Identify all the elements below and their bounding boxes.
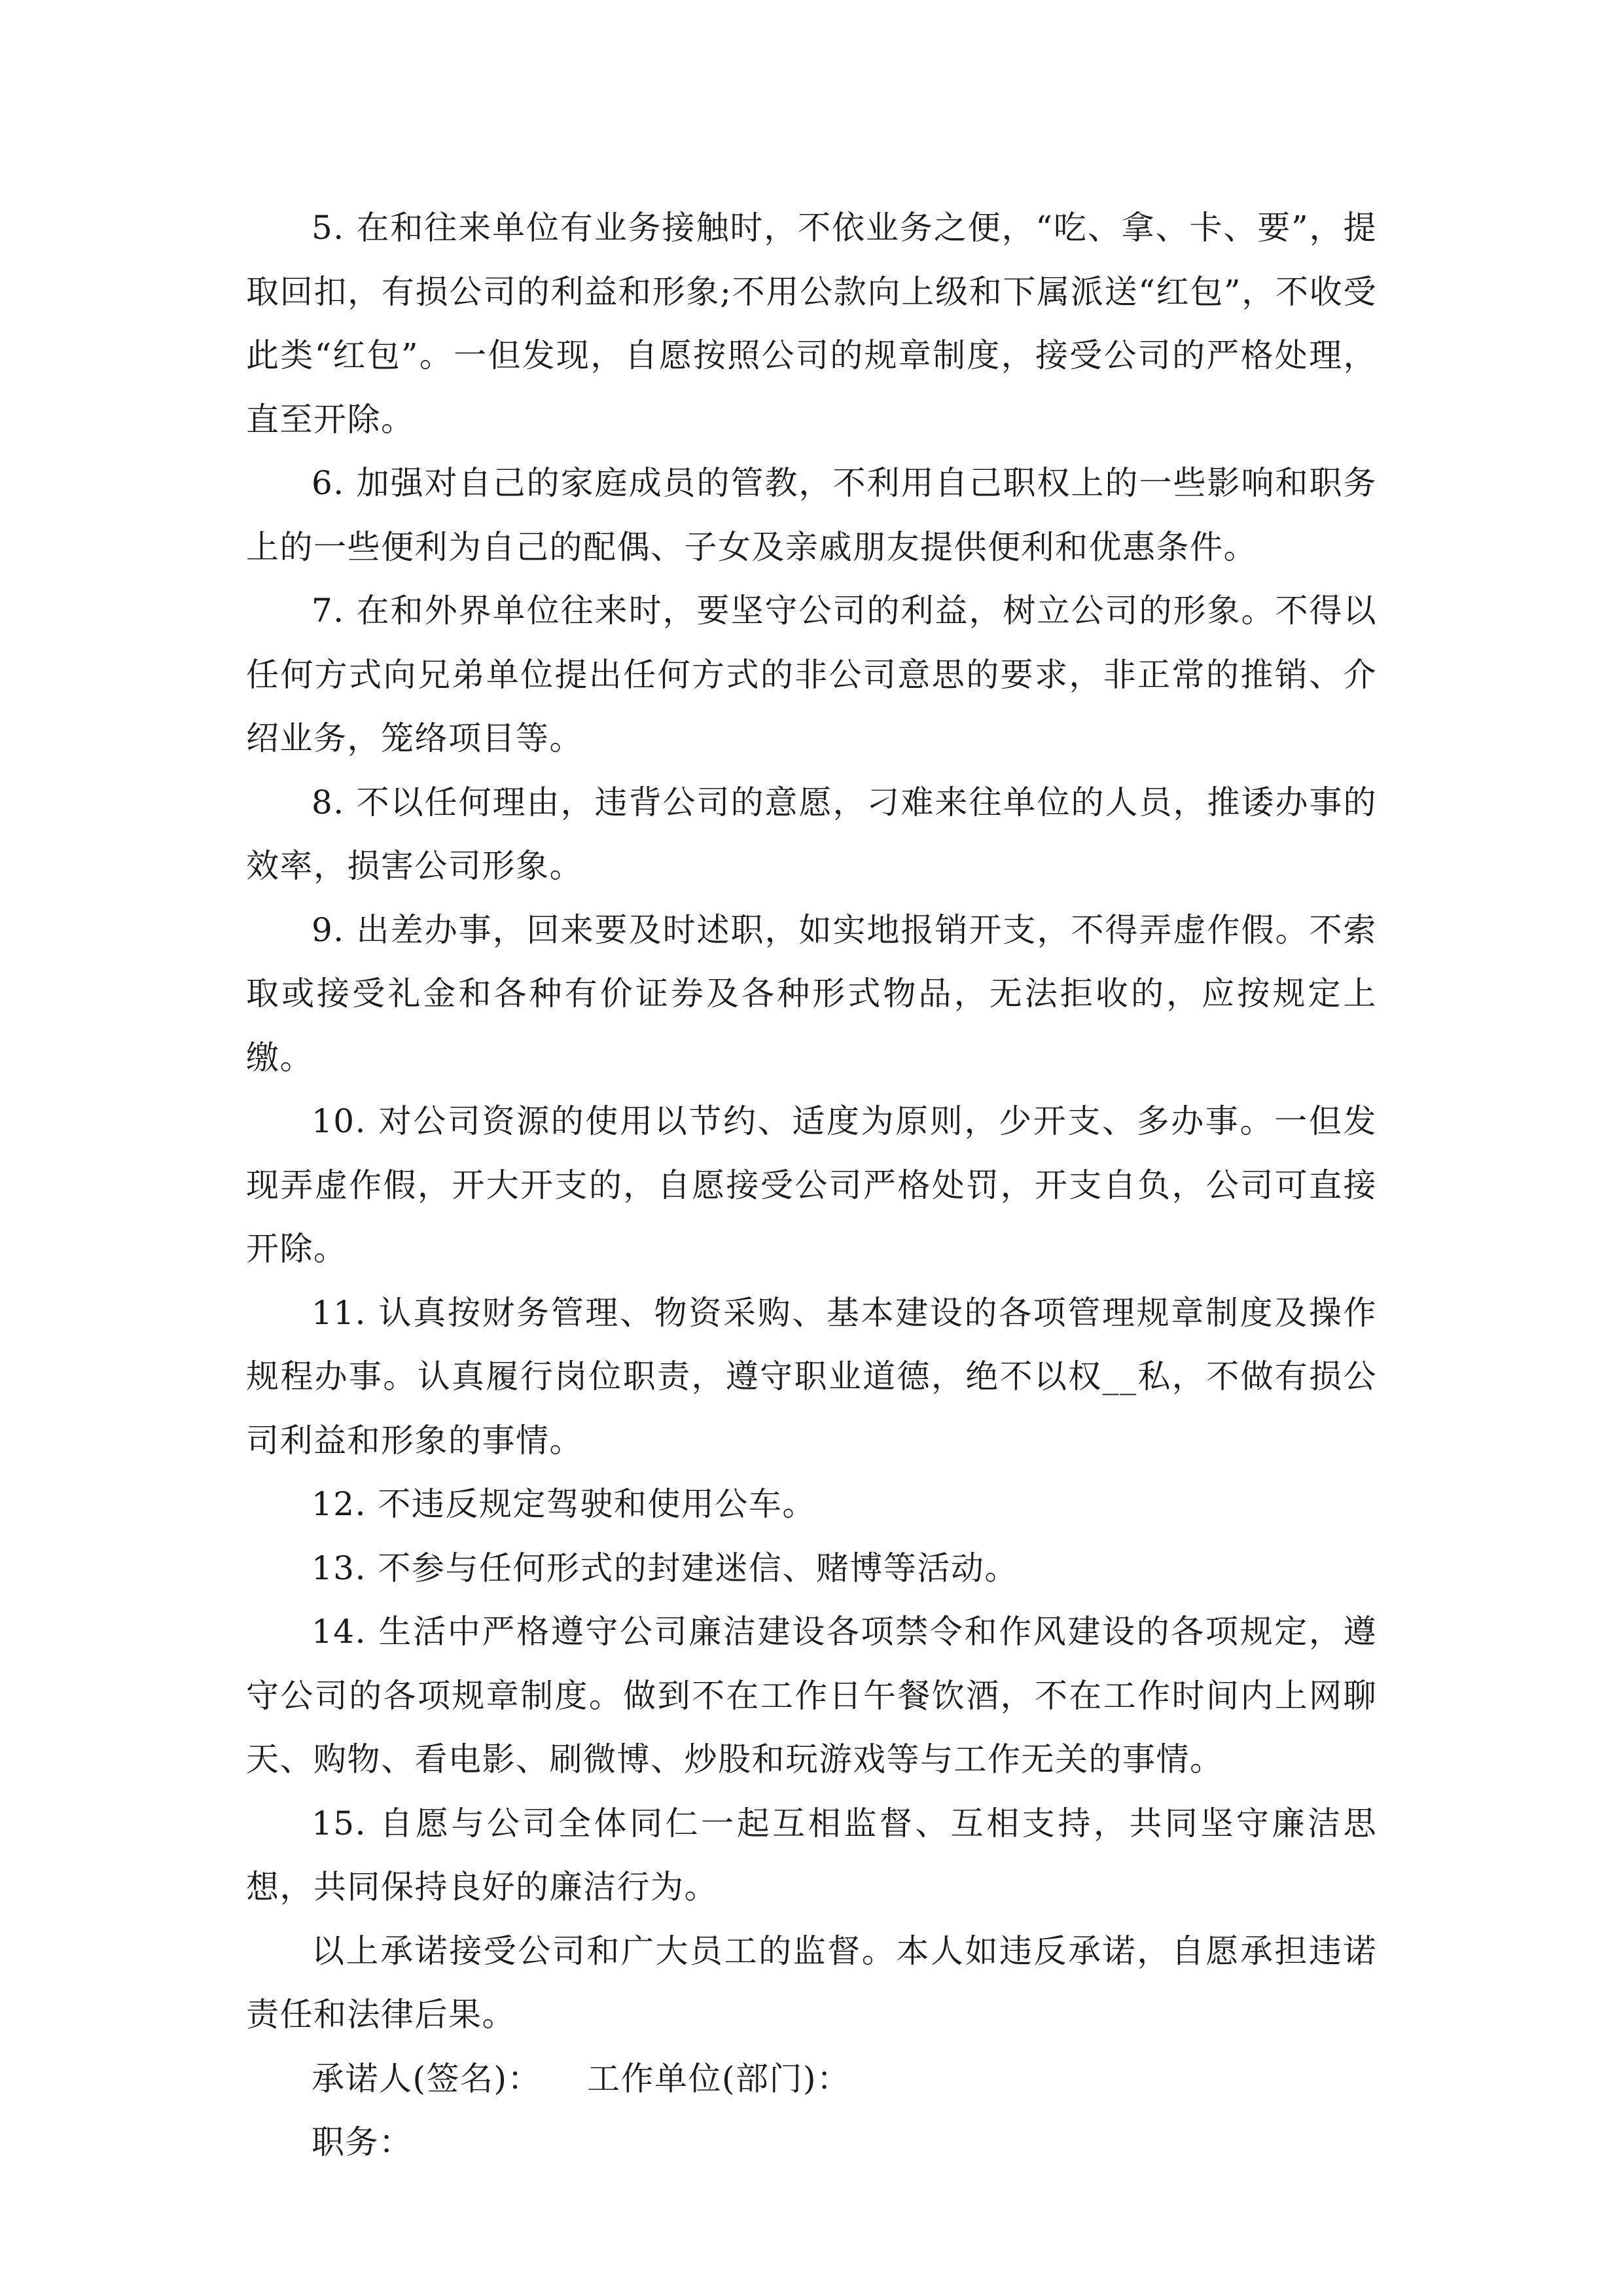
clause-13: 13. 不参与任何形式的封建迷信、赌博等活动。 <box>312 1549 1018 1587</box>
clause-15: 15. 自愿与公司全体同仁一起互相监督、互相支持，共同坚守廉洁思想，共同保持良好的廉洁行为。 <box>246 1804 1377 1906</box>
unit-label: 工作单位(部门)： <box>587 2059 851 2098</box>
clause-9: 9. 出差办事，回来要及时述职，如实地报销开支，不得弄虚作假。不索取或接受礼金和各种有价证券及各种形式物品，无法拒收的，应按规定上缴。 <box>246 910 1377 1077</box>
clause-12: 12. 不违反规定驾驶和使用公车。 <box>312 1485 816 1523</box>
clause-7: 7. 在和外界单位往来时，要坚守公司的利益，树立公司的形象。不得以任何方式向兄弟单位提出任何方式的非公司意思的要求，非正常的推销、介绍业务，笼络项目等。 <box>246 592 1377 757</box>
clause-5: 5. 在和往来单位有业务接触时，不依业务之便，“吃、拿、卡、要”，提取回扣，有损公司的利益和形象;不用公款向上级和下属派送“红包”，不收受此类“红包”。一但发现，自愿按照公司的规章制度，接受公司的严格处理，直至开除。 <box>246 209 1377 439</box>
clause-6: 6. 加强对自己的家庭成员的管教，不利用自己职权上的一些影响和职务上的一些便利为自己的配偶、子女及亲戚朋友提供便利和优惠条件。 <box>246 464 1377 566</box>
clause-11: 11. 认真按财务管理、物资采购、基本建设的各项管理规章制度及操作规程办事。认真履行岗位职责，遵守职业道德，绝不以权__私，不做有损公司利益和形象的事情。 <box>246 1293 1377 1460</box>
position-label: 职务： <box>312 2123 413 2161</box>
closing-statement: 以上承诺接受公司和广大员工的监督。本人如违反承诺，自愿承担违诺责任和法律后果。 <box>246 1931 1377 2034</box>
signature-line <box>246 2047 1377 2111</box>
clause-14: 14. 生活中严格遵守公司廉洁建设各项禁令和作风建设的各项规定，遵守公司的各项规章制度。做到不在工作日午餐饮酒，不在工作时间内上网聊天、购物、看电影、刷微博、炒股和玩游戏等与工作无关的事情。 <box>246 1613 1377 1778</box>
document-body <box>246 196 1377 2175</box>
clause-10: 10. 对公司资源的使用以节约、适度为原则，少开支、多办事。一但发现弄虚作假，开大开支的，自愿接受公司严格处罚，开支自负，公司可直接开除。 <box>246 1102 1377 1268</box>
signer-label: 承诺人(签名)： <box>312 2059 542 2098</box>
clause-8: 8. 不以任何理由，违背公司的意愿，刁难来往单位的人员，推诿办事的效率，损害公司形象。 <box>246 783 1377 885</box>
position-line <box>246 2111 1377 2175</box>
